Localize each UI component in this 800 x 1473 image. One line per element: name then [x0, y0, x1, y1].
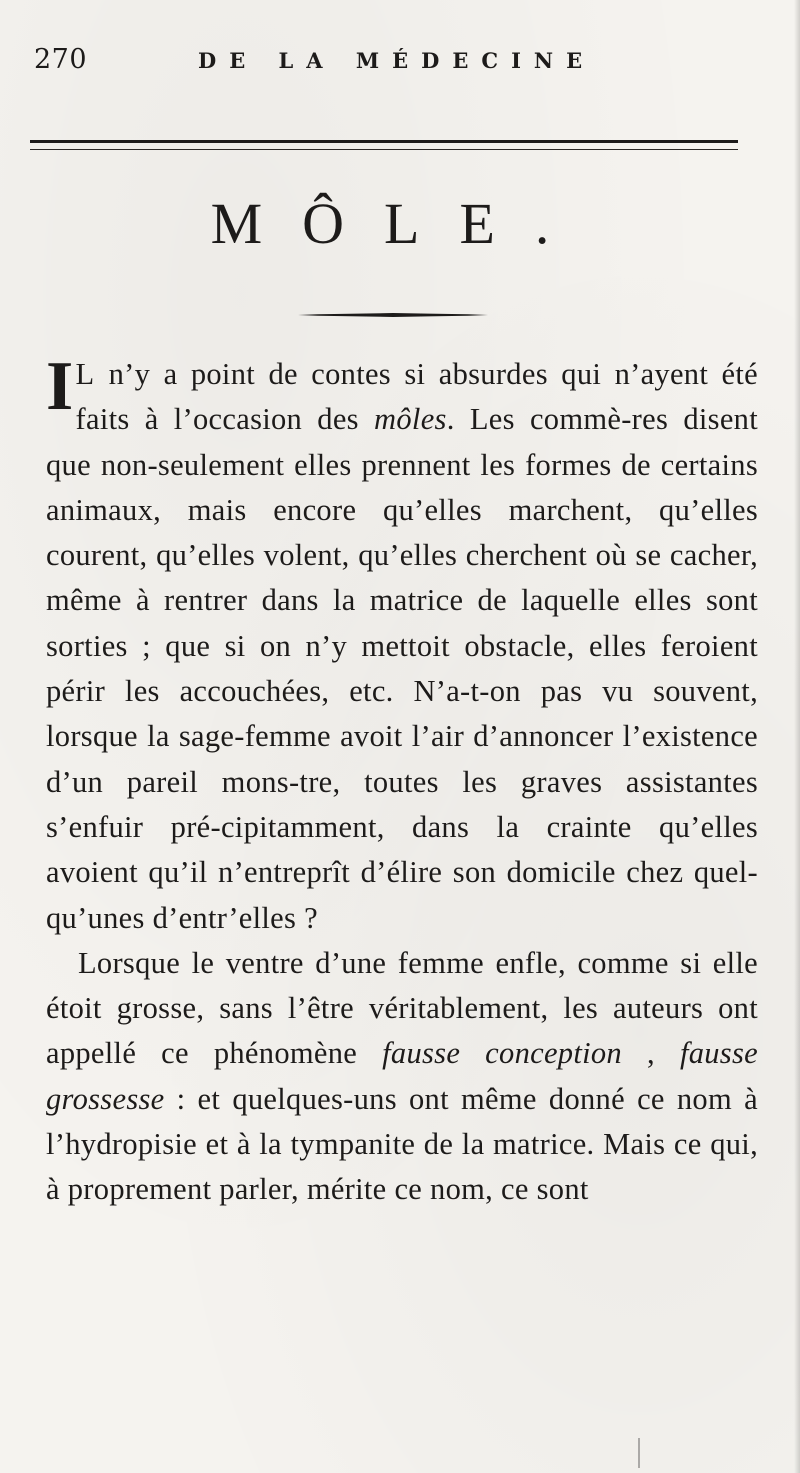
- text-segment: . Les commè-res disent que non-seulement elles prennent les formes de certains animaux, mais encore qu’elles marchent, qu’elles courent, qu’elles volent, qu’elles cherchent où se cacher, même à rentrer dans la matrice de laquelle elles sont sorties ; que si on n’y mettoit obstacle, elles feroient périr les accouchées, etc. N’a-t-on pas vu souvent, lorsque la sage-femme avoit l’air d’annoncer l’existence d’un pareil mons-tre, toutes les graves assistantes s’enfuir pré-cipitamment, dans la crainte qu’elles avoient qu’il n’entreprît d’élire son domicile chez quel-qu’unes d’entr’elles ?: [46, 402, 758, 935]
- text-segment: Lorsque le ventre d’une femme enfle, comme si elle étoit grosse, sans l’être véritablement, les auteurs ont appellé ce phénomène: [46, 945, 758, 1071]
- header-rule-thick: [30, 140, 738, 143]
- text-segment: n’y a point de contes si absurdes qui n’ayent été faits à l’occasion des: [75, 357, 758, 437]
- page-number: 270: [34, 44, 88, 75]
- chapter-title: MÔLE.: [210, 191, 590, 256]
- paragraph-2: [46, 941, 758, 1213]
- title-ornament-rule: [298, 311, 488, 319]
- page-header: [30, 44, 770, 84]
- text-segment: : et quelques-uns ont même donné ce nom à l’hydropisie et à la tympanite de la matrice. Mais ce qui, à proprement parler, mérite ce nom, ce sont: [46, 1081, 758, 1207]
- header-rule-thin: [30, 149, 738, 150]
- margin-mark: [638, 1438, 640, 1468]
- italic-term: fausse conception: [382, 1036, 622, 1071]
- body-text: [46, 348, 758, 1213]
- paragraph-1: [46, 348, 758, 941]
- italic-term: fausse grossesse: [46, 1036, 758, 1116]
- page-edge-shadow: [794, 0, 800, 1473]
- lead-letter: L: [75, 357, 96, 391]
- running-head: DE LA MÉDECINE: [198, 48, 596, 73]
- text-segment: ,: [622, 1036, 680, 1071]
- italic-term: môles: [374, 402, 447, 437]
- drop-cap: I: [46, 348, 74, 425]
